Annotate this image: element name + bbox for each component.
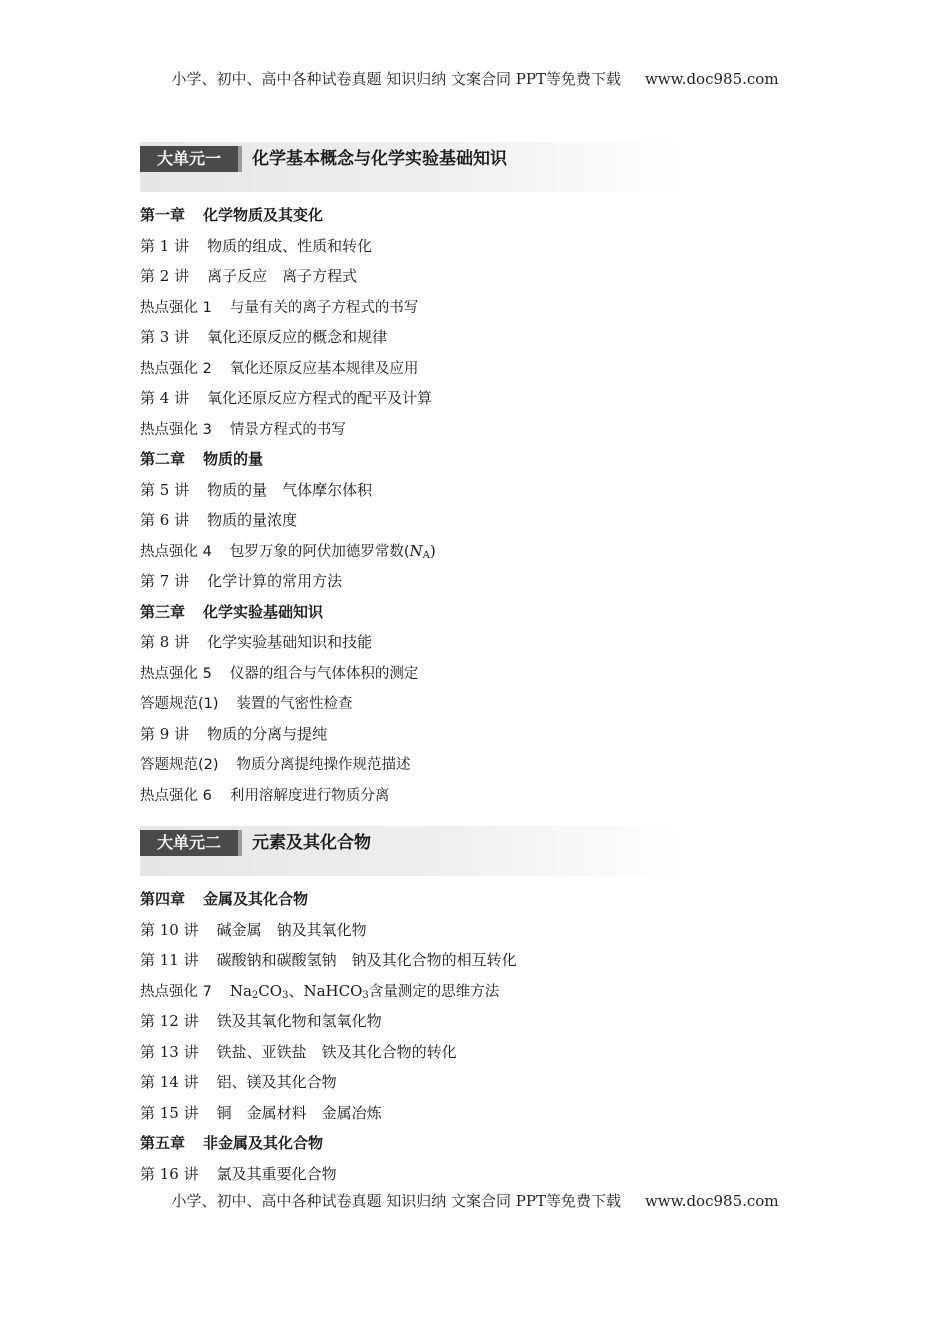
toc-lecture[interactable] xyxy=(140,1037,840,1068)
entry-label: 第 14 讲 xyxy=(140,1073,199,1091)
entry-title: 氧化还原反应方程式的配平及计算 xyxy=(207,389,433,407)
toc-hotspot[interactable] xyxy=(140,353,840,384)
entry-title: 化学计算的常用方法 xyxy=(207,572,343,590)
entry-label: 热点强化 1 xyxy=(140,299,212,316)
entry-title: 铁及其氧化物和氢氧化物 xyxy=(216,1012,382,1030)
entry-title: 离子反应 离子方程式 xyxy=(207,267,358,285)
entry-title: 物质的量 气体摩尔体积 xyxy=(207,480,373,499)
entry-title: 仪器的组合与气体体积的测定 xyxy=(229,665,419,682)
entry-label: 第 1 讲 xyxy=(140,236,190,255)
toc-lecture[interactable] xyxy=(140,475,840,506)
unit-tag-edge xyxy=(238,146,242,172)
entry-label: 第 4 讲 xyxy=(140,389,190,407)
entry-title: 非金属及其化合物 xyxy=(203,1134,324,1152)
toc-hotspot[interactable] xyxy=(140,780,840,811)
unit-banner-1 xyxy=(140,142,684,192)
formula-part: Na xyxy=(229,981,252,1000)
entry-title: 氧化还原反应的概念和规律 xyxy=(207,328,388,346)
page-footer xyxy=(0,1190,950,1211)
unit-title: 化学基本概念与化学实验基础知识 xyxy=(252,149,507,169)
entry-title: 化学实验基础知识和技能 xyxy=(207,633,373,651)
entry-title: 与量有关的离子方程式的书写 xyxy=(229,299,419,316)
formula-subscript: 3 xyxy=(282,989,289,1001)
entry-label: 第 12 讲 xyxy=(140,1012,199,1030)
entry-label: 热点强化 2 xyxy=(140,360,212,377)
entry-label: 第二章 xyxy=(140,450,186,468)
entry-label: 热点强化 7 xyxy=(140,983,212,1000)
entry-title: 碳酸钠和碳酸氢钠 钠及其化合物的相互转化 xyxy=(216,951,517,969)
avogadro-subscript: A xyxy=(422,549,430,561)
footer-text: 小学、初中、高中各种试卷真题 知识归纳 文案合同 PPT等免费下载 xyxy=(171,1192,621,1210)
toc-answer-norm[interactable] xyxy=(140,749,840,780)
entry-label: 第 6 讲 xyxy=(140,511,190,529)
entry-title: 利用溶解度进行物质分离 xyxy=(229,787,390,804)
toc-chapter[interactable] xyxy=(140,597,840,628)
avogadro-symbol: N xyxy=(409,541,423,560)
toc-lecture[interactable] xyxy=(140,1067,840,1098)
entry-title: 铝、镁及其化合物 xyxy=(216,1073,337,1091)
toc-hotspot[interactable] xyxy=(140,976,840,1007)
footer-site[interactable]: www.doc985.com xyxy=(644,1192,779,1210)
entry-title: 含量测定的思维方法 xyxy=(368,983,500,1000)
entry-label: 第四章 xyxy=(140,890,186,908)
entry-label: 第 13 讲 xyxy=(140,1042,199,1061)
entry-label: 热点强化 4 xyxy=(140,543,212,560)
toc-unit-1 xyxy=(140,200,840,810)
entry-label: 第三章 xyxy=(140,602,186,621)
toc-lecture[interactable] xyxy=(140,261,840,292)
entry-label: 第 11 讲 xyxy=(140,951,199,969)
toc-chapter[interactable] xyxy=(140,200,840,231)
header-site[interactable]: www.doc985.com xyxy=(644,70,779,88)
entry-label: 第 5 讲 xyxy=(140,480,190,499)
toc-hotspot[interactable] xyxy=(140,536,840,567)
entry-label: 第 2 讲 xyxy=(140,267,190,285)
entry-title: 化学物质及其变化 xyxy=(203,206,324,224)
toc-lecture[interactable] xyxy=(140,505,840,536)
toc-lecture[interactable] xyxy=(140,945,840,976)
entry-label: 热点强化 6 xyxy=(140,787,212,804)
toc-unit-2 xyxy=(140,884,840,1189)
toc-hotspot[interactable] xyxy=(140,292,840,323)
entry-title: 物质的量浓度 xyxy=(207,511,298,529)
toc-hotspot[interactable] xyxy=(140,414,840,445)
toc-lecture[interactable] xyxy=(140,719,840,750)
entry-label: 第 8 讲 xyxy=(140,633,190,651)
entry-label: 第一章 xyxy=(140,206,186,224)
entry-title: 碱金属 钠及其氧化物 xyxy=(216,920,367,939)
toc-chapter[interactable] xyxy=(140,884,840,915)
toc-lecture[interactable] xyxy=(140,1098,840,1129)
formula-subscript: 2 xyxy=(251,989,259,1001)
entry-title: 铁盐、亚铁盐 铁及其化合物的转化 xyxy=(216,1042,457,1061)
header-text: 小学、初中、高中各种试卷真题 知识归纳 文案合同 PPT等免费下载 xyxy=(171,70,621,88)
entry-title: 化学实验基础知识 xyxy=(203,602,324,621)
toc-lecture[interactable] xyxy=(140,1159,840,1190)
entry-title: 物质的分离与提纯 xyxy=(207,724,328,743)
toc-lecture[interactable] xyxy=(140,231,840,262)
unit-banner-2 xyxy=(140,826,684,876)
entry-label: 第 15 讲 xyxy=(140,1103,199,1122)
entry-label: 第 3 讲 xyxy=(140,328,190,346)
entry-title: 物质的量 xyxy=(203,450,264,468)
entry-title: 氯及其重要化合物 xyxy=(216,1164,337,1183)
entry-label: 答题规范(1) xyxy=(140,696,219,712)
toc-chapter[interactable] xyxy=(140,1128,840,1159)
entry-title: 装置的气密性检查 xyxy=(236,696,353,712)
entry-label: 热点强化 5 xyxy=(140,665,212,682)
entry-label: 热点强化 3 xyxy=(140,421,212,438)
entry-title: 铜 金属材料 金属冶炼 xyxy=(216,1103,382,1122)
toc-lecture[interactable] xyxy=(140,322,840,353)
entry-label: 第五章 xyxy=(140,1134,186,1152)
unit-tag-edge xyxy=(238,830,242,856)
toc-chapter[interactable] xyxy=(140,444,840,475)
entry-label: 第 9 讲 xyxy=(140,724,190,743)
unit-title: 元素及其化合物 xyxy=(252,833,371,853)
entry-title: 氧化还原反应基本规律及应用 xyxy=(229,360,419,377)
entry-title: 物质分离提纯操作规范描述 xyxy=(236,757,411,773)
entry-title: 情景方程式的书写 xyxy=(229,421,346,438)
entry-title: 物质的组成、性质和转化 xyxy=(207,236,373,255)
toc-hotspot[interactable] xyxy=(140,658,840,689)
entry-label: 第 10 讲 xyxy=(140,920,199,939)
toc-lecture[interactable] xyxy=(140,627,840,658)
toc-lecture[interactable] xyxy=(140,566,840,597)
entry-title-end: ) xyxy=(429,541,436,560)
formula-subscript: 3 xyxy=(362,989,369,1001)
entry-label: 第 7 讲 xyxy=(140,572,190,590)
toc-lecture[interactable] xyxy=(140,915,840,946)
toc-lecture[interactable] xyxy=(140,1006,840,1037)
toc-lecture[interactable] xyxy=(140,383,840,414)
entry-label: 第 16 讲 xyxy=(140,1164,199,1183)
formula-part: 、NaHCO xyxy=(288,981,363,1000)
page-header xyxy=(0,68,950,89)
formula-part: CO xyxy=(258,981,283,1000)
entry-title: 金属及其化合物 xyxy=(203,890,309,908)
unit-tag: 大单元二 xyxy=(140,830,238,856)
unit-tag: 大单元一 xyxy=(140,146,238,172)
entry-label: 答题规范(2) xyxy=(140,757,219,773)
entry-title: 包罗万象的阿伏加德罗常数( xyxy=(229,543,410,560)
toc-answer-norm[interactable] xyxy=(140,688,840,719)
